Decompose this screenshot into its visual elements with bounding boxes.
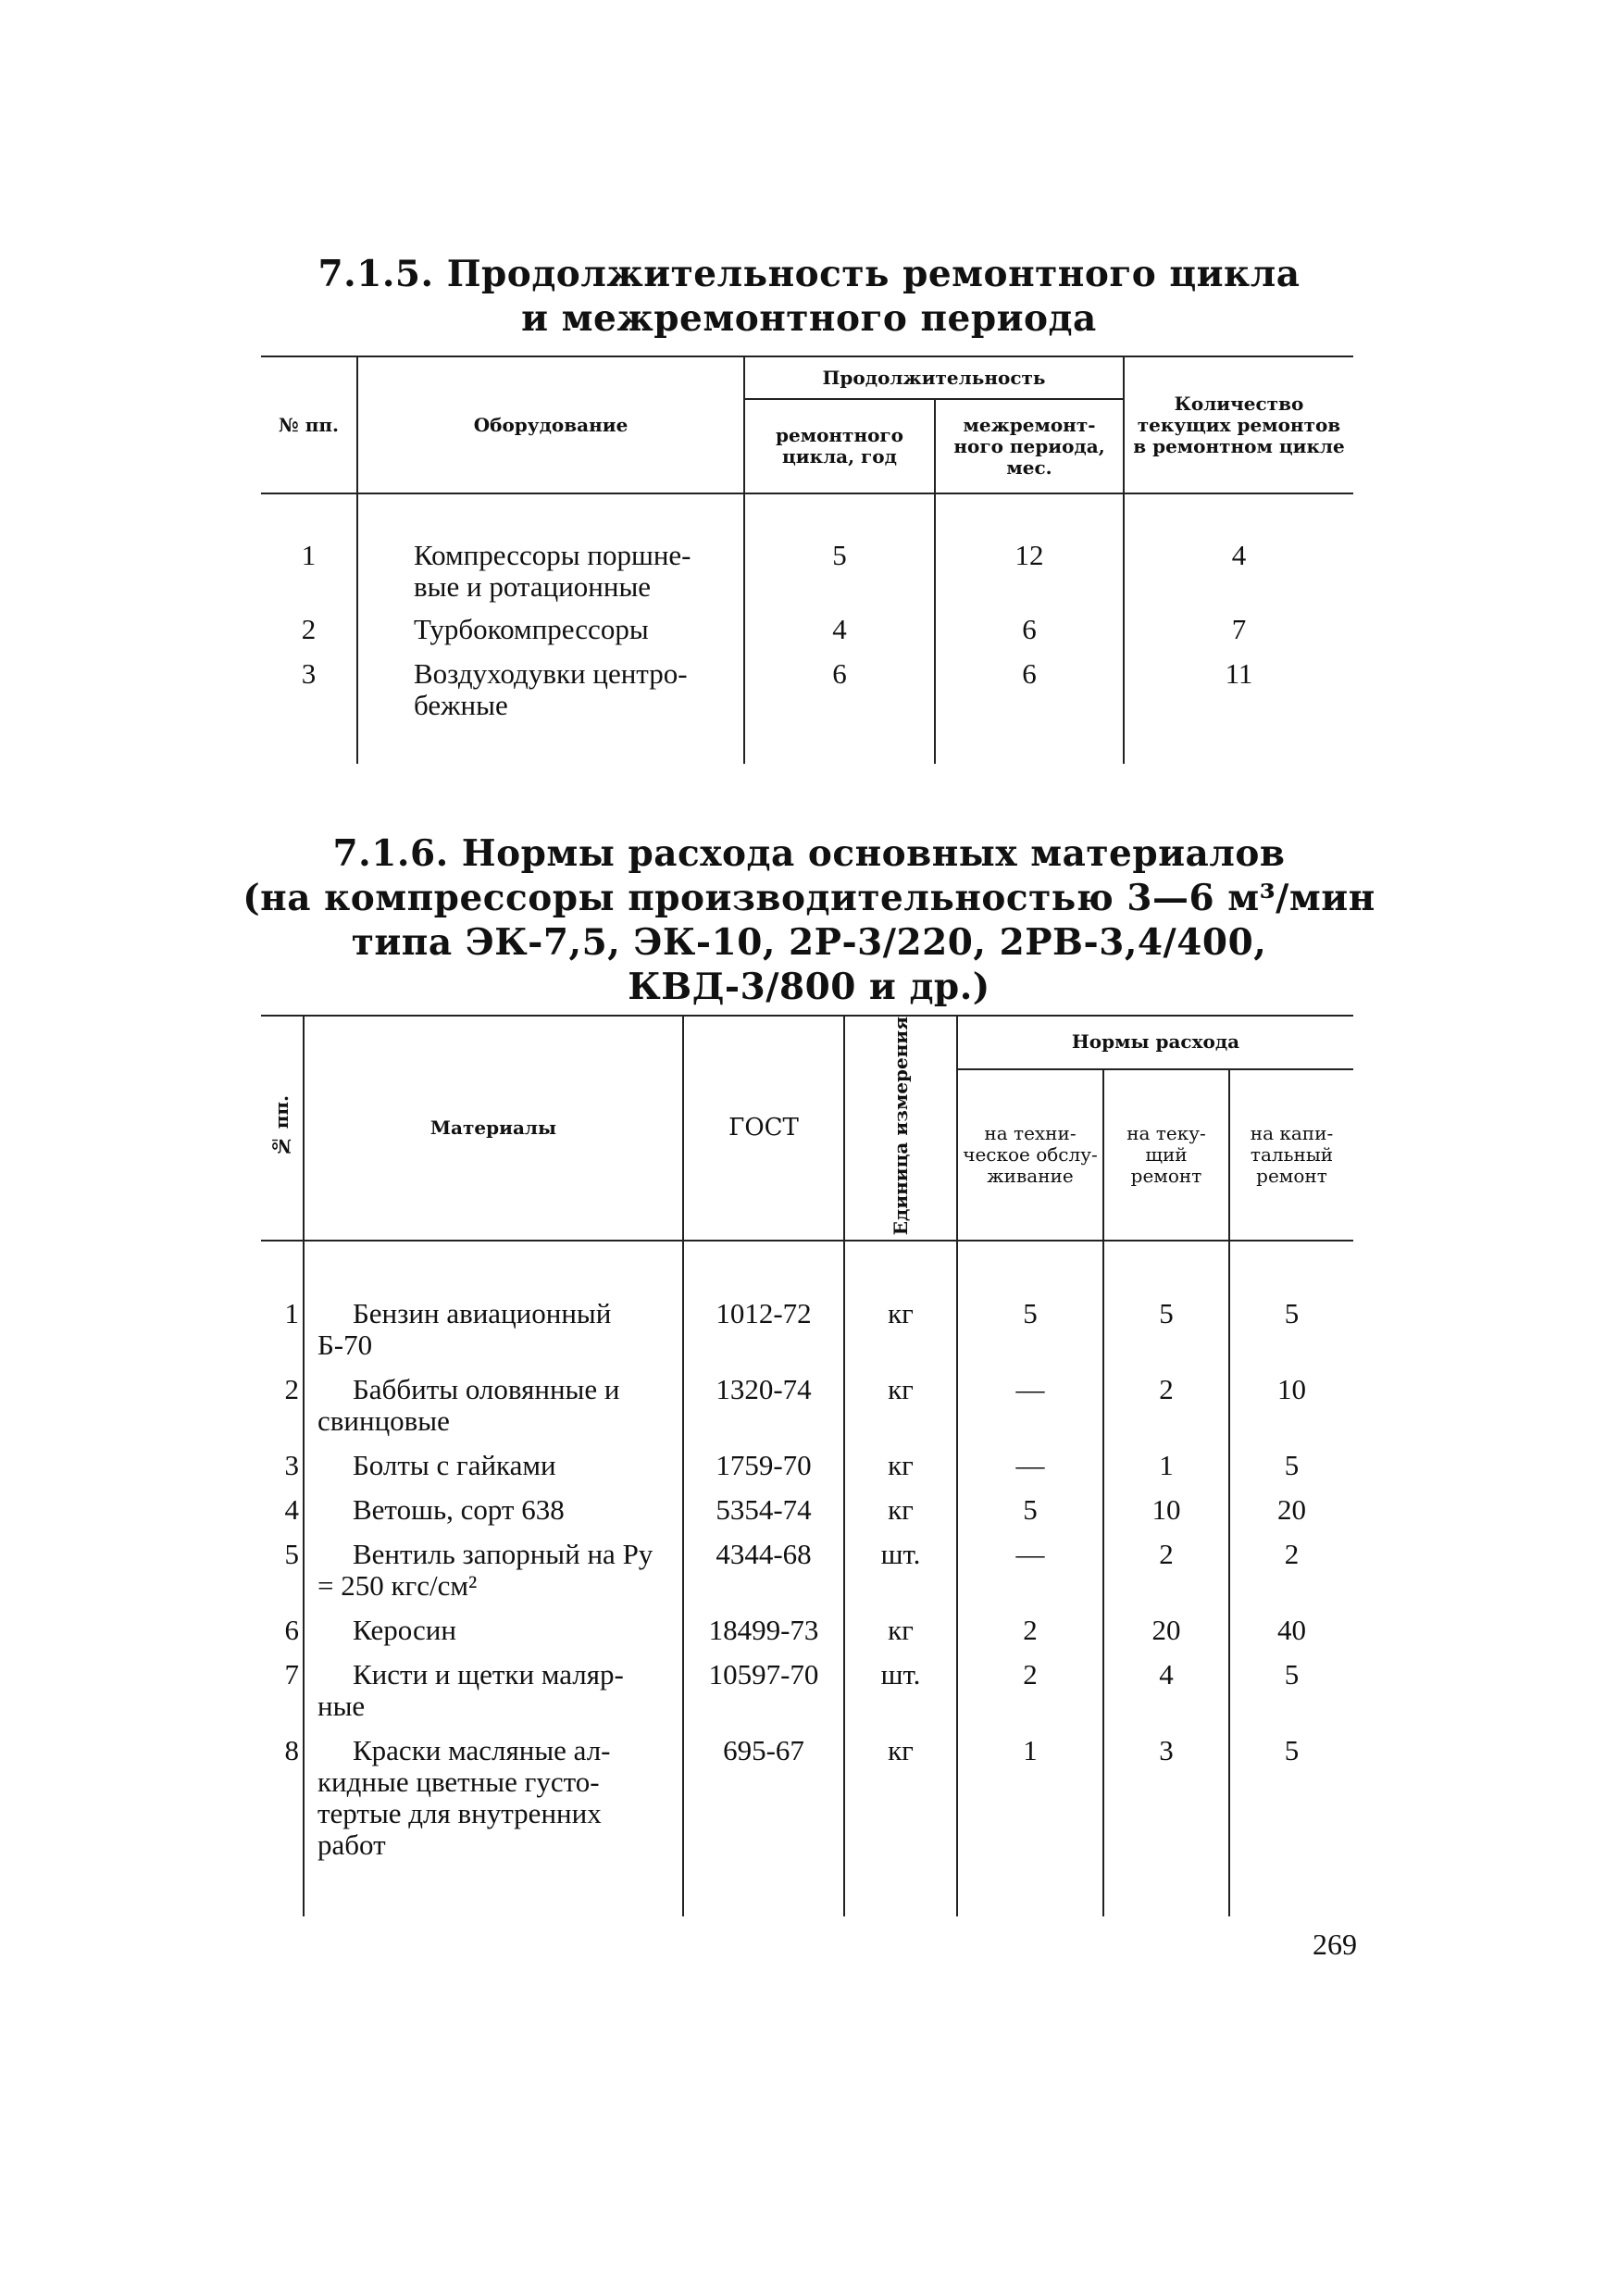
maintenance-norm: 1: [957, 1735, 1103, 1861]
section-2-title-line-2: (на компрессоры производительностью 3—6 м³/мин: [243, 877, 1375, 919]
material-name: Бензин авиационный Б-70: [304, 1298, 683, 1361]
equipment-name: Турбокомпрессоры: [357, 614, 744, 645]
maintenance-norm: 2: [957, 1615, 1103, 1646]
maintenance-norm: —: [957, 1539, 1103, 1602]
current-repair-norm: 2: [1103, 1539, 1229, 1602]
maintenance-norm: —: [957, 1450, 1103, 1481]
row-number: 1: [261, 540, 357, 603]
materials-norms-table: [261, 1015, 1353, 1916]
header-current-repair: на теку- щий ремонт: [1103, 1069, 1229, 1242]
current-repair-norm: 3: [1103, 1735, 1229, 1861]
header-unit: Единица измерения: [889, 1017, 912, 1236]
section-2-title-line-3: типа ЭК-7,5, ЭК-10, 2Р-3/220, 2РВ-3,4/400,: [351, 921, 1267, 964]
row-number: 2: [261, 614, 357, 645]
gost-code: 4344-68: [683, 1539, 844, 1602]
table-row: [261, 1494, 1353, 1526]
count-value: 7: [1231, 613, 1247, 645]
capital-repair-norm: 10: [1277, 1373, 1306, 1406]
maintenance-norm: —: [957, 1374, 1103, 1437]
header-equipment: Оборудование: [357, 356, 744, 493]
current-repair-norm: 4: [1103, 1659, 1229, 1722]
row-number: 7: [261, 1659, 304, 1722]
gost-code: 695-67: [683, 1735, 844, 1861]
material-name: Краски масляные ал- кидные цветные густо- тертые для внутренних работ: [304, 1735, 683, 1861]
count-value: 11: [1225, 657, 1253, 690]
capital-repair-norm: 5: [1284, 1658, 1300, 1691]
header-gost: ГОСТ: [683, 1016, 844, 1241]
header-duration: Продолжительность: [744, 356, 1124, 399]
section-1-title-line-1: 7.1.5. Продолжительность ремонтного цикла: [317, 253, 1301, 295]
unit-value: шт.: [844, 1659, 957, 1722]
equipment-name: Воздуходувки центро- бежные: [357, 658, 744, 721]
capital-repair-norm: 5: [1284, 1449, 1300, 1482]
repair-cycle-table: [261, 356, 1353, 764]
material-name: Вентиль запорный на Pу = 250 кгс/см²: [304, 1539, 683, 1602]
table-row: [261, 658, 1353, 721]
table-row: [261, 1450, 1353, 1481]
current-repair-norm: 10: [1103, 1494, 1229, 1526]
table-row: [261, 1659, 1353, 1722]
header-num: № пп.: [270, 1094, 292, 1157]
row-number: 4: [261, 1494, 304, 1526]
unit-value: кг: [844, 1494, 957, 1526]
gost-code: 5354-74: [683, 1494, 844, 1526]
material-name: Болты с гайками: [304, 1450, 683, 1481]
cycle-value: 6: [744, 658, 935, 721]
interval-value: 12: [935, 540, 1124, 603]
section-2-title-line-1: 7.1.6. Нормы расхода основных материалов: [332, 832, 1286, 875]
material-name: Керосин: [304, 1615, 683, 1646]
current-repair-norm: 1: [1103, 1450, 1229, 1481]
capital-repair-norm: 2: [1284, 1538, 1300, 1571]
table-row: [261, 1374, 1353, 1437]
unit-value: кг: [844, 1374, 957, 1437]
material-name: Ветошь, сорт 638: [304, 1494, 683, 1526]
row-number: 6: [261, 1615, 304, 1646]
row-number: 3: [261, 658, 357, 721]
unit-value: кг: [844, 1615, 957, 1646]
row-number: 3: [261, 1450, 304, 1481]
unit-value: кг: [844, 1298, 957, 1361]
cycle-value: 4: [744, 614, 935, 645]
row-number: 2: [261, 1374, 304, 1437]
capital-repair-norm: 40: [1277, 1614, 1306, 1647]
section-2-title-line-4: КВД-3/800 и др.): [628, 966, 990, 1008]
header-capital-repair: на капи- тальный ремонт: [1250, 1121, 1334, 1187]
header-repairs-count: Количество текущих ремонтов в ремонтном цикле: [1133, 392, 1345, 457]
unit-value: кг: [844, 1735, 957, 1861]
unit-value: шт.: [844, 1539, 957, 1602]
gost-code: 10597-70: [683, 1659, 844, 1722]
header-norms: Нормы расхода: [957, 1016, 1353, 1069]
table-row: [261, 1298, 1353, 1361]
header-materials: Материалы: [304, 1016, 683, 1241]
table-row: [261, 1615, 1353, 1646]
count-value: 4: [1231, 539, 1247, 571]
row-number: 5: [261, 1539, 304, 1602]
current-repair-norm: 20: [1103, 1615, 1229, 1646]
header-num: № пп.: [261, 356, 357, 493]
row-number: 8: [261, 1735, 304, 1861]
header-maintenance: на техни- ческое обслу- живание: [957, 1069, 1103, 1242]
current-repair-norm: 5: [1103, 1298, 1229, 1361]
table-row: [261, 1735, 1353, 1861]
material-name: Баббиты оловянные и свинцовые: [304, 1374, 683, 1437]
maintenance-norm: 5: [957, 1494, 1103, 1526]
unit-value: кг: [844, 1450, 957, 1481]
cycle-value: 5: [744, 540, 935, 603]
capital-repair-norm: 20: [1277, 1493, 1306, 1527]
material-name: Кисти и щетки маляр- ные: [304, 1659, 683, 1722]
table-row: [261, 1539, 1353, 1602]
current-repair-norm: 2: [1103, 1374, 1229, 1437]
header-interval-months: межремонт- ного периода, мес.: [935, 399, 1124, 493]
equipment-name: Компрессоры поршне- вые и ротационные: [414, 539, 691, 603]
section-1-title-line-2: и межремонтного периода: [521, 297, 1097, 340]
gost-code: 1320-74: [683, 1374, 844, 1437]
maintenance-norm: 5: [957, 1298, 1103, 1361]
capital-repair-norm: 5: [1284, 1734, 1300, 1767]
header-cycle-years: ремонтного цикла, год: [744, 399, 935, 493]
gost-code: 1759-70: [683, 1450, 844, 1481]
capital-repair-norm: 5: [1284, 1297, 1300, 1330]
row-number: 1: [261, 1298, 304, 1361]
gost-code: 1012-72: [683, 1298, 844, 1361]
table-row: [261, 540, 1353, 603]
table-row: [261, 614, 1353, 645]
maintenance-norm: 2: [957, 1659, 1103, 1722]
gost-code: 18499-73: [683, 1615, 844, 1646]
interval-value: 6: [935, 614, 1124, 645]
interval-value: 6: [935, 658, 1124, 721]
page-number: 269: [1313, 1928, 1357, 1961]
